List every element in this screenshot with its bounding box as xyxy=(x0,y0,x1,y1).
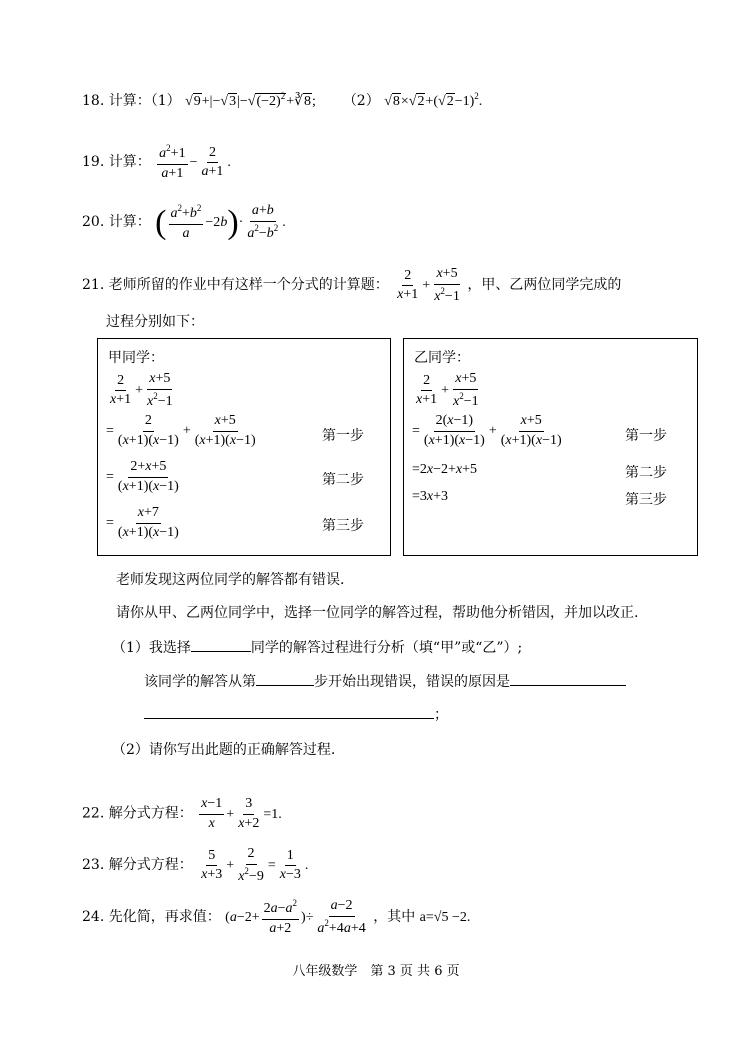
q21-label: 21. 老师所留的作业中有这样一个分式的计算题： xyxy=(82,277,389,294)
page-footer: 八年级数学 第 3 页 共 6 页 xyxy=(292,964,460,979)
jia-solution-box xyxy=(97,338,391,556)
yi-solution-box xyxy=(403,338,698,556)
yi-step3: 第三步 xyxy=(625,492,667,508)
jia-line2: = $\frac{2+x+5}{(x+1)(x-1)}$ xyxy=(106,459,179,494)
q18-label: 18. 计算： xyxy=(82,93,151,109)
q24-expr: (a−2+ $\frac{2a-a^2}{a+2}$ )÷ $\frac{a-2}{a^2+4a+4}$ xyxy=(225,898,366,936)
jia-line1: = $\frac{2}{(x+1)(x-1)}$ + $\frac{x+5}{(x+1)(x-1)}$ xyxy=(106,413,256,448)
q21-note: 老师发现这两位同学的解答都有错误. xyxy=(116,572,345,588)
q24-label: 24. 先化简，再求值： xyxy=(82,909,221,926)
q21-sub1a: （1）我选择 xyxy=(112,640,191,656)
q22-label: 22. 解分式方程： xyxy=(82,805,193,822)
q21-sub1-line2 xyxy=(144,671,626,691)
q21-sub1d: 步开始出现错误，错误的原因是 xyxy=(314,674,510,690)
yi-line1: = $\frac{2(x-1)}{(x+1)(x-1)}$ + $\frac{x+5}{(x+1)(x-1)}$ xyxy=(412,413,562,448)
q18-part2: （2） xyxy=(342,93,380,109)
q24-mid: ，其中 xyxy=(373,909,420,926)
jia-step2: 第二步 xyxy=(322,472,364,488)
q21-sub1c: 该同学的解答从第 xyxy=(144,674,256,690)
question-21 xyxy=(82,266,621,306)
question-20 xyxy=(82,203,286,243)
yi-step2: 第二步 xyxy=(625,465,667,481)
jia-step1: 第一步 xyxy=(322,428,364,444)
q23-label: 23. 解分式方程： xyxy=(82,857,193,874)
q21-sub2: （2）请你写出此题的正确解答过程. xyxy=(112,742,336,758)
q21-sub1-line1 xyxy=(112,637,522,657)
error-reason-blank-2[interactable] xyxy=(144,718,434,719)
q20-expr: ( $\frac{a^2+b^2}{a}$ −2b)· $\frac{a+b}{a^2-b^2}$ . xyxy=(155,203,286,241)
q23-expr: $\frac{5}{x+3}$ + $\frac{2}{x^2-9}$ = $\frac{1}{x-3}$ . xyxy=(201,846,309,884)
question-18 xyxy=(82,90,482,110)
q18-expr1: $√9+|-√3|-√(-2)^2+∛8$; xyxy=(185,91,316,109)
q22-expr: $\frac{x-1}{x}$ + $\frac{3}{x+2}$ =1. xyxy=(201,796,282,831)
q18-part1: （1） xyxy=(150,93,181,109)
yi-line2: =2x−2+x+5 xyxy=(412,462,478,477)
student-choice-blank[interactable] xyxy=(191,651,251,652)
yi-step1: 第一步 xyxy=(625,428,667,444)
q21-line2: 过程分别如下： xyxy=(106,314,204,330)
q21-sub1-line3 xyxy=(144,704,448,724)
question-23 xyxy=(82,846,308,886)
error-reason-blank[interactable] xyxy=(510,685,626,686)
jia-line3: = $\frac{x+7}{(x+1)(x-1)}$ xyxy=(106,505,179,540)
q21-sub1e: ； xyxy=(434,707,448,723)
q21-tail: ，甲、乙两位同学完成的 xyxy=(467,277,622,294)
jia-step3: 第三步 xyxy=(322,518,364,534)
error-step-blank[interactable] xyxy=(256,685,314,686)
q20-label: 20. 计算： xyxy=(82,214,151,231)
q21-expr: $\frac{2}{x+1}$ + $\frac{x+5}{x^2-1}$ xyxy=(397,266,460,304)
question-24 xyxy=(82,898,470,938)
jia-line0: $\frac{2}{x+1}$ + $\frac{x+5}{x^2-1}$ xyxy=(110,371,173,409)
q24-cond: a=√5 −2. xyxy=(419,910,471,926)
q19-label: 19. 计算： xyxy=(82,154,151,171)
q21-ask: 请你从甲、乙两位同学中，选择一位同学的解答过程，帮助他分析错因，并加以改正. xyxy=(116,605,639,621)
yi-line0: $\frac{2}{x+1}$ + $\frac{x+5}{x^2-1}$ xyxy=(416,371,479,409)
yi-line3: =3x+3 xyxy=(412,489,449,504)
question-19 xyxy=(82,143,231,183)
yi-title: 乙同学： xyxy=(414,350,470,366)
q18-expr2: $√8\times√2+(√2-1)^2$. xyxy=(384,91,483,109)
q21-sub1b: 同学的解答过程进行分析（填“甲”或“乙”）; xyxy=(250,640,523,656)
jia-title: 甲同学： xyxy=(108,350,164,366)
q19-expr: $\frac{a^2+1}{a+1}$ − $\frac{2}{a+1}$ . xyxy=(159,143,231,181)
question-22 xyxy=(82,796,282,833)
